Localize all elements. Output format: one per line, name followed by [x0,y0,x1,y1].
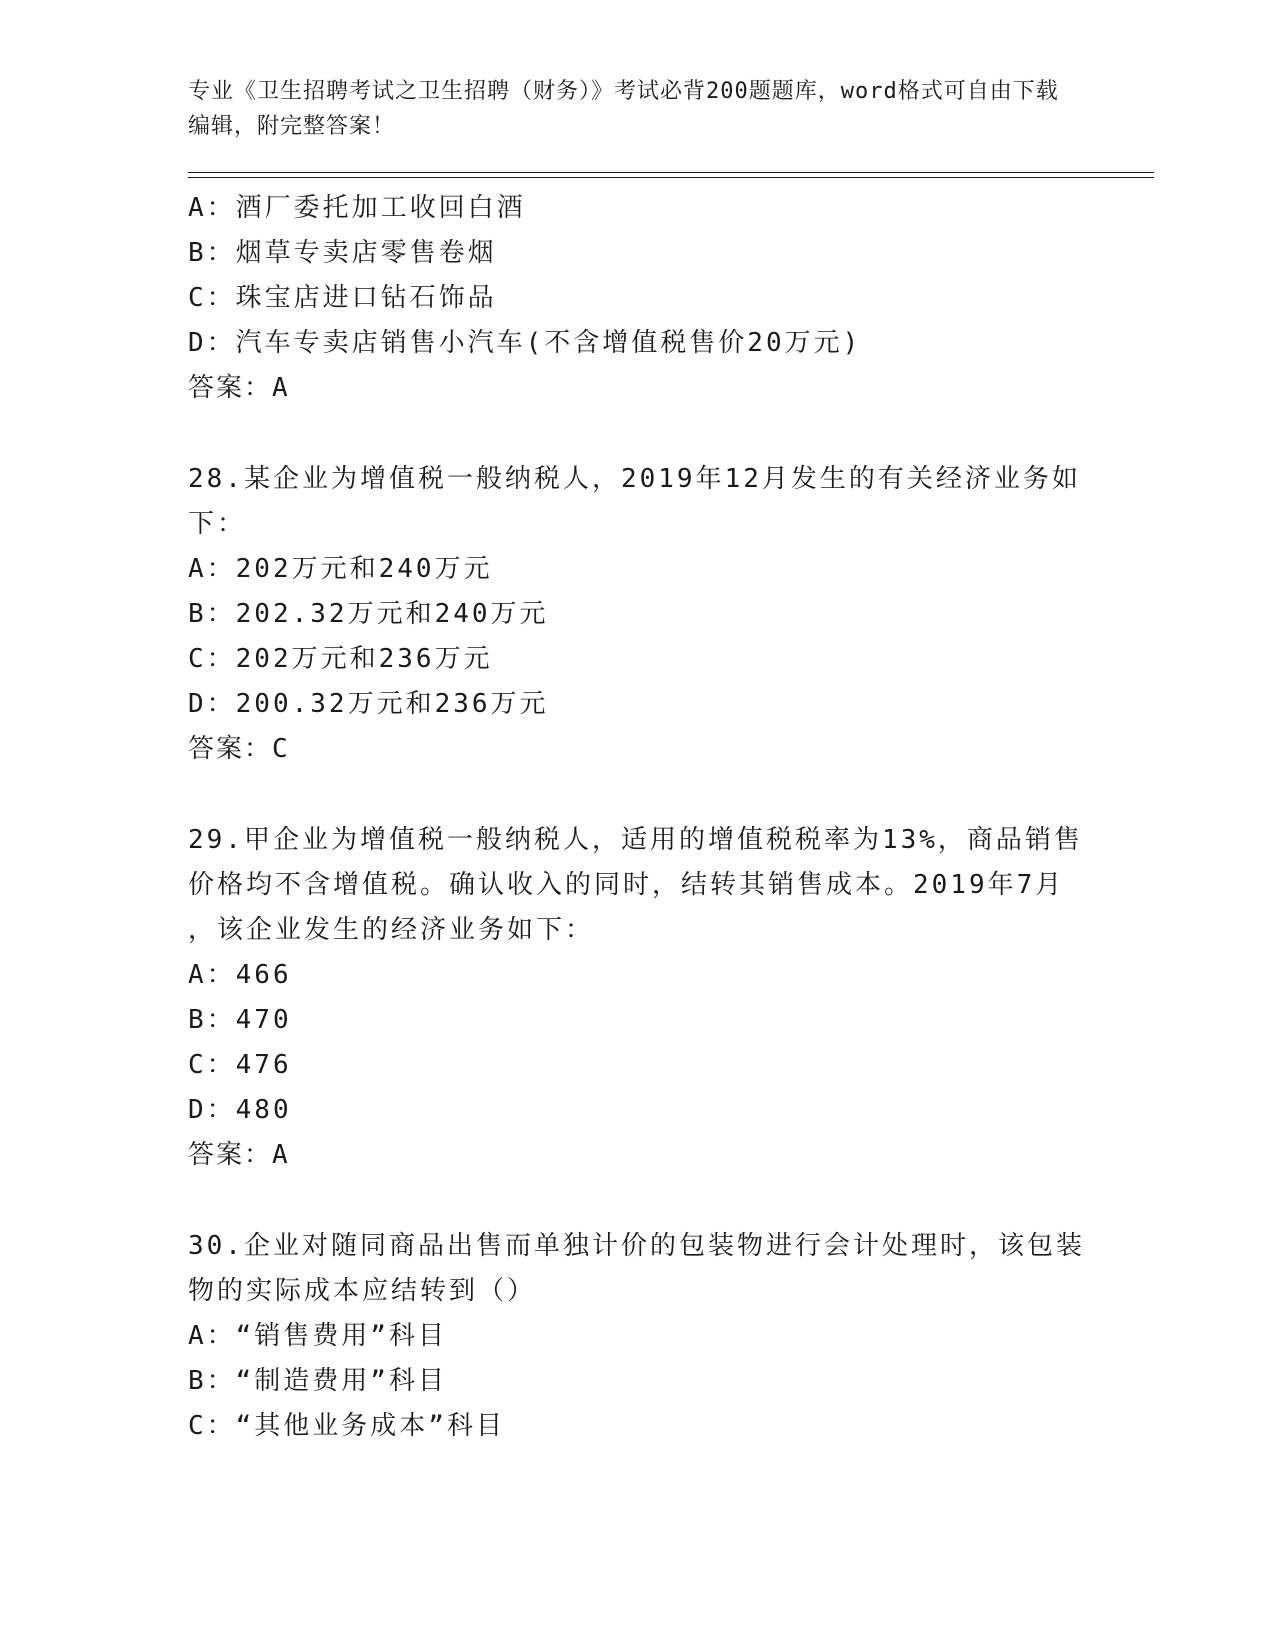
q27-answer: 答案：A [188,373,290,403]
q28-option-d: D：200.32万元和236万元 [188,689,549,719]
q27-option-a: A：酒厂委托加工收回白酒 [188,193,526,223]
q30-option-c: C：“其他业务成本”科目 [188,1411,505,1441]
q27-option-d: D：汽车专卖店销售小汽车(不含增值税售价20万元) [188,328,862,358]
q30-stem-line-1: 30.企业对随同商品出售而单独计价的包装物进行会计处理时，该包装 [188,1231,1085,1261]
q28-option-c: C：202万元和236万元 [188,644,493,674]
q30-option-a: A：“销售费用”科目 [188,1321,447,1351]
q29-stem-line-2: 价格均不含增值税。确认收入的同时，结转其销售成本。2019年7月 [188,870,1065,900]
q29-option-a: A：466 [188,960,292,990]
q28-option-b: B：202.32万元和240万元 [188,599,549,629]
q29-answer: 答案：A [188,1140,290,1170]
q28-answer: 答案：C [188,734,290,764]
q30-stem-line-2: 物的实际成本应结转到（） [188,1276,537,1306]
q29-option-b: B：470 [188,1005,292,1035]
q28-stem-line-1: 28.某企业为增值税一般纳税人，2019年12月发生的有关经济业务如 [188,464,1081,494]
q28-stem-line-2: 下： [188,509,247,539]
q29-option-d: D：480 [188,1095,292,1125]
q27-option-c: C：珠宝店进口钻石饰品 [188,283,497,313]
header-rule-bottom [188,177,1154,178]
q27-option-b: B：烟草专卖店零售卷烟 [188,238,497,268]
header-rule-top [188,172,1154,173]
document-header: 专业《卫生招聘考试之卫生招聘（财务）》考试必背200题题库，word格式可自由下载编辑，附完整答案！ [188,79,1059,139]
q29-stem-line-1: 29.甲企业为增值税一般纳税人，适用的增值税税率为13%，商品销售 [188,825,1083,855]
q29-option-c: C：476 [188,1050,292,1080]
q28-option-a: A：202万元和240万元 [188,554,493,584]
q30-option-b: B：“制造费用”科目 [188,1366,447,1396]
q29-stem-line-3: ，该企业发生的经济业务如下： [188,915,595,945]
